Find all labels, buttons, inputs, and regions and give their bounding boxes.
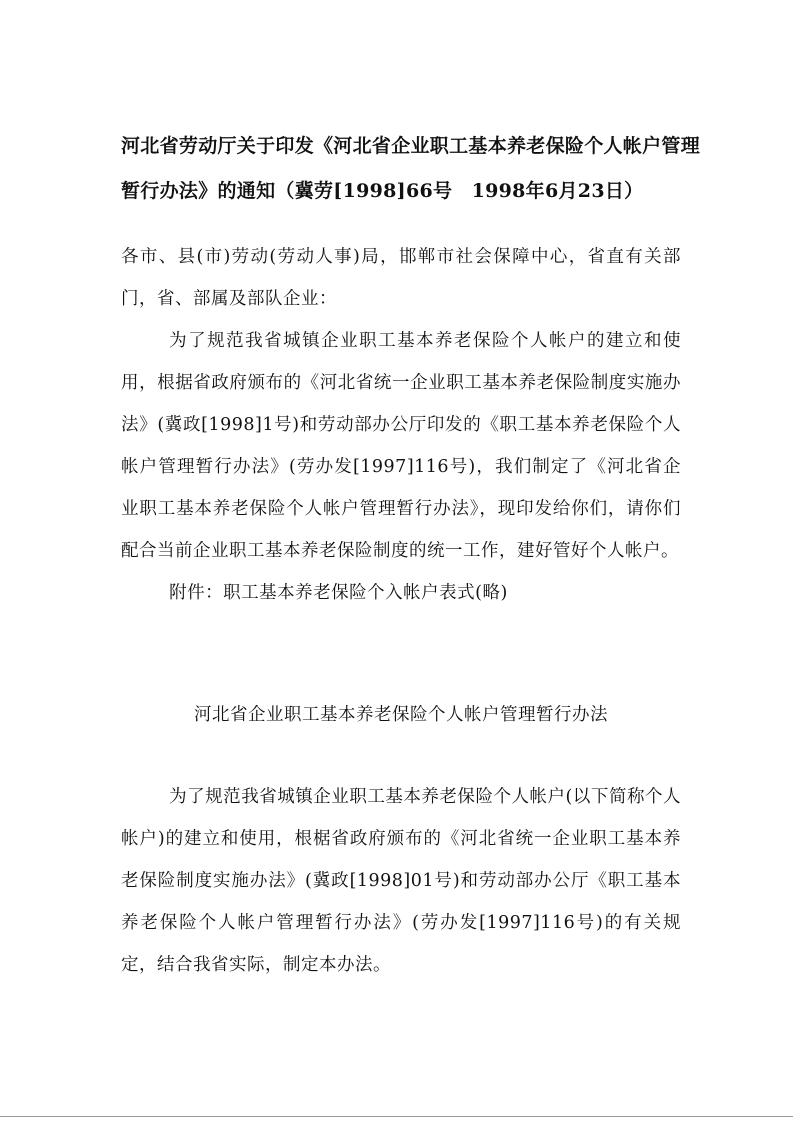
document-title-line-1: 河北省劳动厅关于印发《河北省企业职工基本养老保险个人帐户管理 <box>121 135 701 157</box>
addressee-paragraph: 各市、县(市)劳动(劳动人事)局，邯郸市社会保障中心，省直有关部门，省、部属及部队企业： <box>121 247 681 309</box>
regulation-body <box>121 776 681 986</box>
regulation-paragraph: 为了规范我省城镇企业职工基本养老保险个人帐户(以下简称个人帐户)的建立和使用，根椐省政府颁布的《河北省统一企业职工基本养老保险制度实施办法》(冀政[1998]01号)和劳动部办公厅《职工基本养老保险个人帐户管理暂行办法》(劳办发[1997]116号)的有关规定，结合我省实际，制定本办法。 <box>121 787 681 975</box>
notice-body <box>121 236 681 614</box>
page-bottom-rule <box>0 1116 793 1117</box>
regulation-title: 河北省企业职工基本养老保险个人帐户管理暂行办法 <box>194 705 608 725</box>
attachment-note: 附件：职工基本养老保险个入帐户表式(略) <box>169 583 508 603</box>
notice-paragraph: 为了规范我省城镇企业职工基本养老保险个人帐户的建立和使用，根据省政府颁布的《河北省统一企业职工基本养老保险制度实施办法》(冀政[1998]1号)和劳动部办公厅印发的《职工基本养老保险个人帐户管理暂行办法》(劳办发[1997]116号)，我们制定了《河北省企业职工基本养老保险个人帐户管理暂行办法》，现印发给你们，请你们配合当前企业职工基本养老保险制度的统一工作，建好管好个人帐户。 <box>121 331 681 561</box>
document-title-line-2: 暂行办法》的通知（冀劳[1998]66号 1998年6月23日） <box>121 180 644 202</box>
document-title <box>121 124 701 214</box>
